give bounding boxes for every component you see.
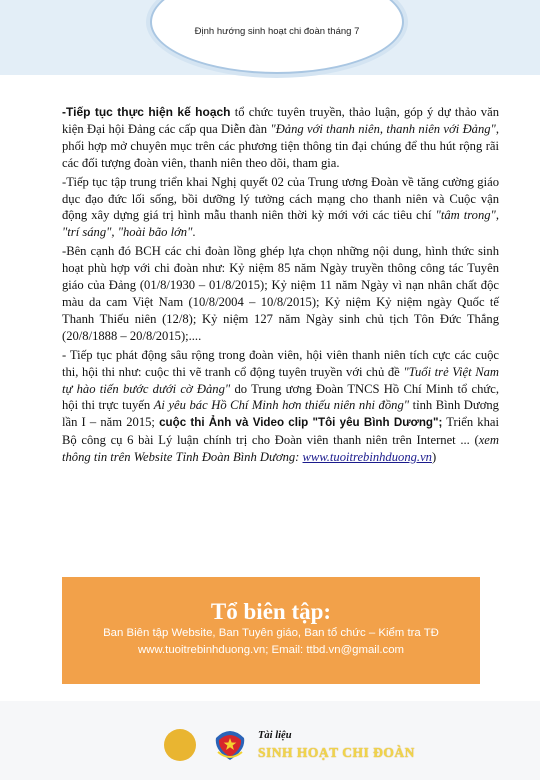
paragraph-italic: "tâm trong", "trí sáng", "hoài bão lớn" [62, 208, 499, 240]
paragraph-italic: "Tuổi trẻ Việt Nam tự hào tiến bước dưới cờ Đảng" [62, 364, 499, 396]
editorial-line-1: Ban Biên tập Website, Ban Tuyên giáo, Ban tổ chức – Kiểm tra TĐ [103, 627, 439, 639]
paragraph-text: tổ chức tuyên truyền, thảo luận, góp ý dự thảo văn kiện Đại hội Đảng các cấp qua Diễn đàn [62, 105, 499, 136]
paragraph-text: -Tiếp tục tập trung triển khai Nghị quyết 02 của Trung ương Đoàn về tăng cường giáo dục đạo đức lối sống, bồi dưỡng lý tưởng cách mạng cho thanh niên và Cuộc vận động xây dựng giá trị hình mẫu thanh niên thời kỳ mới với các tiêu chí [62, 174, 499, 223]
footer-label-small: Tài liệu [258, 730, 292, 741]
paragraph-text: tỉnh Bình Dương lần I – năm 2015; [62, 398, 499, 430]
contest-name: cuộc thi Ảnh và Video clip "Tôi yêu Bình Dương"; [159, 416, 443, 430]
paragraph-italic: "Đảng với thanh niên, thanh niên với Đảng" [270, 121, 496, 136]
website-link[interactable]: www.tuoitrebinhduong.vn [302, 450, 432, 465]
paragraph-text: do Trung ương Đoàn TNCS Hồ Chí Minh tổ chức, hội thi trực tuyến [62, 381, 499, 413]
page-title: Định hướng sinh hoạt chi đoàn tháng 7 [194, 26, 360, 37]
paragraph-2 [62, 174, 499, 242]
paragraph-italic: Ai yêu bác Hồ Chí Minh hơn thiếu niên nhi đồng" [153, 398, 410, 413]
paragraph-text: - Tiếp tục phát động sâu rộng trong đoàn viên, hội viên thanh niên tích cực các cuộc thi, hội thi như: cuộc thi vẽ tranh cổ động tuyên truyền với chủ đề [62, 347, 499, 379]
footer-circle-decoration [164, 729, 196, 761]
paragraph-text: Triển khai Bộ công cụ 6 bài Lý luận chính trị cho Đoàn viên thanh niên trên Internet ... ( [62, 415, 499, 448]
footer-label-big: SINH HOẠT CHI ĐOÀN [258, 745, 415, 760]
youth-union-emblem-icon [212, 726, 248, 762]
paragraph-text: -Bên cạnh đó BCH các chi đoàn lồng ghép lựa chọn những nội dung, hình thức sinh hoạt phù hợp với chi đoàn như: Kỷ niệm 85 năm Ngày truyền thông công tác Tuyên giáo của Đảng (01/8/1930 – 01/8/2015); Kỷ niệm 11 năm Ngày vì nạn nhân chất độc màu da cam Việt Nam (10/8/2004 – 10/8/2015); Kỷ niệm Kỷ niệm ngày Quốc tế Thanh Thiếu niên (12/8); Kỷ niệm 127 năm Ngày sinh chủ tịch Tôn Đức Thắng (20/8/1888 – 20/8/2015);.... [62, 244, 499, 343]
editorial-box [62, 577, 480, 684]
paragraph-text: . [192, 225, 196, 240]
paragraph-3 [62, 243, 499, 344]
paragraph-1 [62, 104, 499, 172]
paragraph-text: , phối hợp mở chuyên mục trên các phương tiện thông tin đại chúng để thu hút rộng rãi các đối tượng đoàn viên, thanh niên theo dõi, tham gia. [62, 121, 500, 170]
paragraph-4 [62, 347, 499, 466]
paragraph-text: ) [431, 450, 437, 465]
document-body [62, 104, 499, 468]
editorial-line-2: www.tuoitrebinhduong.vn; Email: ttbd.vn@gmail.com [137, 644, 405, 656]
editorial-title: Tổ biên tập: [210, 599, 332, 624]
paragraph-lead: -Tiếp tục thực hiện kế hoạch [62, 105, 231, 119]
paragraph-italic: xem thông tin trên Website Tỉnh Đoàn Bình Dương: [62, 433, 499, 465]
